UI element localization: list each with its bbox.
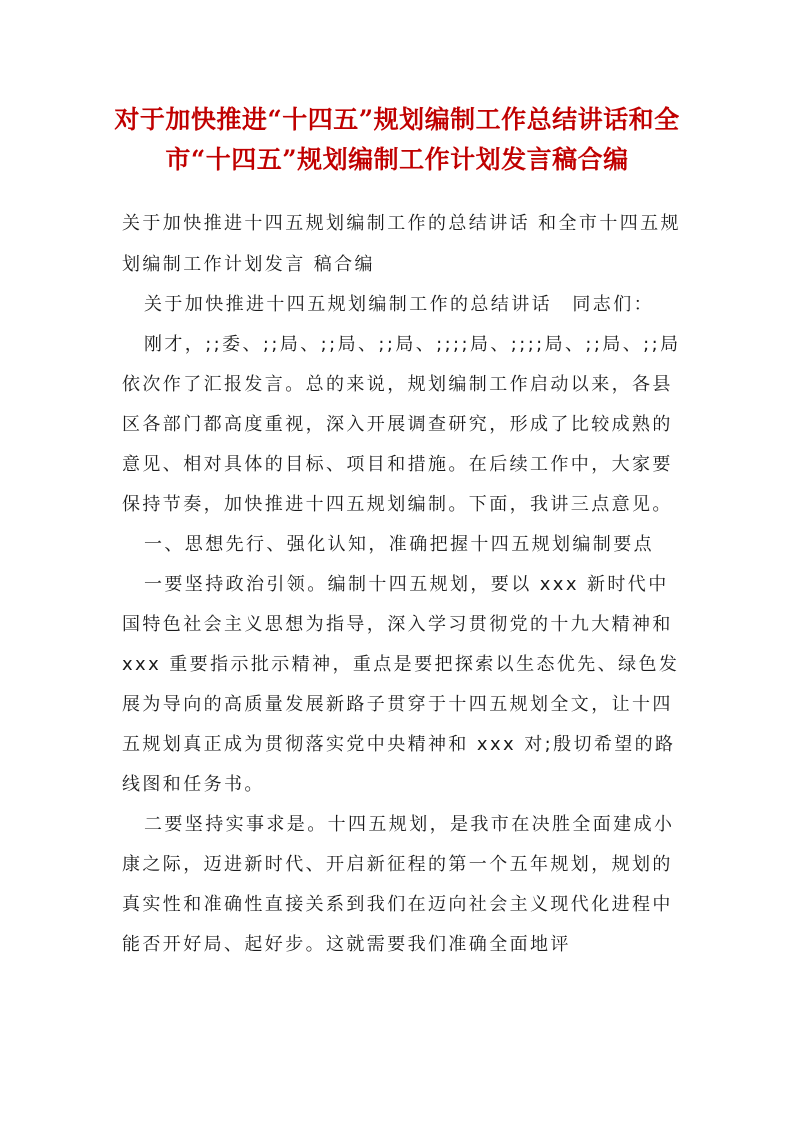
body-paragraph: 二要坚持实事求是。十四五规划，是我市在决胜全面建成小康之际，迈进新时代、开启新征程的第一个五年规划，规划的真实性和准确性直接关系到我们在迈向社会主义现代化进程中能否开好局、起好步。这就需要我们准确全面地评 <box>122 814 675 955</box>
document-body <box>122 285 682 965</box>
body-paragraph: 刚才，;;委、;;局、;;局、;;局、;;;;局、;;;;局、;;局、;;局依次作了汇报发言。总的来说，规划编制工作启动以来，各县区各部门都高度重视，深入开展调查研究，形成了比较成熟的意见、相对具体的目标、项目和措施。在后续工作中，大家要保持节奏，加快推进十四五规划编制。下面，我讲三点意见。 <box>122 334 681 515</box>
section-heading: 一、思想先行、强化认知，准确把握十四五规划编制要点 <box>144 534 654 555</box>
body-paragraph: 一要坚持政治引领。编制十四五规划，要以 xxx 新时代中国特色社会主义思想为指导，深入学习贯彻党的十九大精神和 xxx 重要指示批示精神，重点是要把探索以生态优先、绿色发展为导向的高质量发展新路子贯穿于十四五规划全文，让十四五规划真正成为贯彻落实党中央精神和 xxx 对;殷切希望的路线图和任务书。 <box>122 574 680 795</box>
body-paragraph: 关于加快推进十四五规划编制工作的总结讲话 同志们： <box>144 294 654 315</box>
document-subtitle: 关于加快推进十四五规划编制工作的总结讲话 和全市十四五规划编制工作计划发言 稿合编 <box>122 213 681 275</box>
document-title: 对于加快推进“十四五”规划编制工作总结讲话和全市“十四五”规划编制工作计划发言稿合编 <box>114 105 680 174</box>
